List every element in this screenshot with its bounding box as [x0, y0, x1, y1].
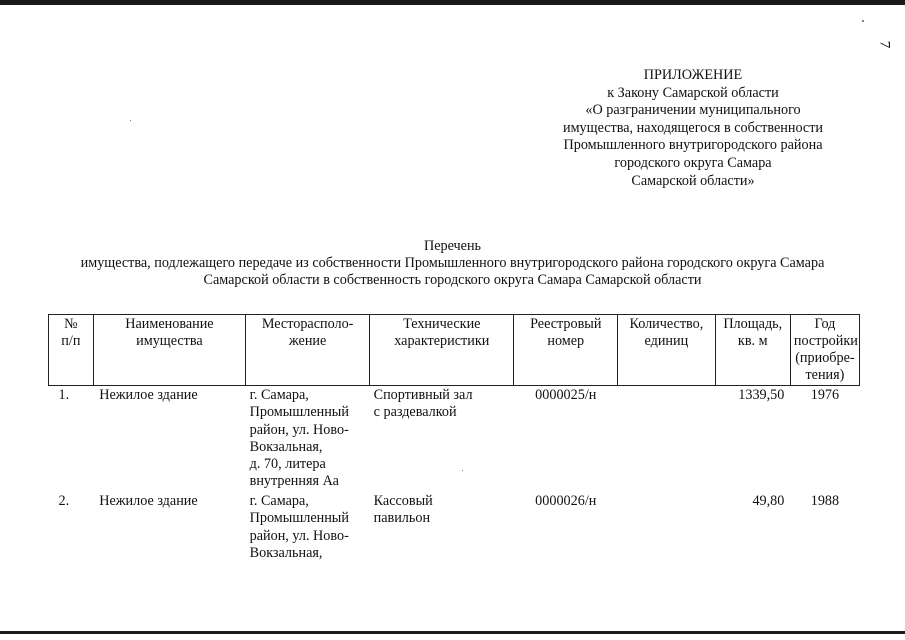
appendix-line: ПРИЛОЖЕНИЕ — [643, 67, 743, 83]
scan-speck — [130, 120, 131, 121]
area: 49,80 — [752, 493, 785, 509]
property-name: Нежилое здание — [99, 493, 198, 509]
quantity — [618, 386, 716, 493]
registry-number: 0000026/н — [535, 493, 597, 509]
header-location: Месторасполо- жение — [246, 315, 370, 386]
page-number-mark: 7 — [876, 40, 893, 49]
bottom-border-rule — [0, 631, 905, 634]
property-location: г. Самара, Промышленный район, ул. Ново- Вокзальная, — [249, 493, 349, 561]
header-year: Год постройки (приобре- тения) — [790, 315, 859, 386]
quantity — [618, 492, 716, 563]
title-line: Перечень — [423, 238, 482, 254]
appendix-line: к Закону Самарской области — [607, 84, 779, 101]
header-area: Площадь, кв. м — [715, 315, 790, 386]
appendix-line: «О разграничении муниципального — [585, 102, 801, 119]
property-characteristics: Кассовый павильон — [373, 493, 433, 527]
appendix-line: имущества, находящегося в собственности — [562, 119, 823, 136]
property-characteristics: Спортивный зал с раздевалкой — [373, 387, 473, 421]
title-line: имущества, подлежащего передаче из собственности Промышленного внутригородского района городского округа Самара — [80, 255, 825, 272]
scan-speck — [862, 20, 864, 22]
property-location: г. Самара, Промышленный район, ул. Ново- Вокзальная, д. 70, литера внутренняя Аа — [249, 387, 349, 490]
row-number: 1. — [58, 387, 70, 403]
top-border-rule — [0, 0, 905, 5]
registry-number: 0000025/н — [535, 387, 597, 403]
appendix-line: городского округа Самара — [614, 154, 772, 171]
table-header-row — [49, 315, 860, 386]
header-registry: Реестровый номер — [514, 315, 618, 386]
header-quantity: Количество, единиц — [618, 315, 716, 386]
row-number: 2. — [58, 493, 70, 509]
property-table — [48, 314, 860, 563]
document-title — [0, 238, 905, 290]
year-built: 1988 — [810, 493, 840, 509]
year-built: 1976 — [810, 387, 840, 403]
title-line: Самарской области в собственность городского округа Самара Самарской области — [203, 272, 702, 289]
appendix-header — [520, 67, 866, 190]
area: 1339,50 — [738, 387, 785, 403]
header-number: № п/п — [49, 315, 94, 386]
header-name: Наименование имущества — [93, 315, 245, 386]
table-row — [49, 386, 860, 493]
appendix-line: Промышленного внутригородского района — [563, 137, 823, 154]
header-characteristics: Технические характеристики — [370, 315, 514, 386]
table-row — [49, 492, 860, 563]
appendix-line: Самарской области» — [631, 172, 755, 189]
property-name: Нежилое здание — [99, 387, 198, 403]
